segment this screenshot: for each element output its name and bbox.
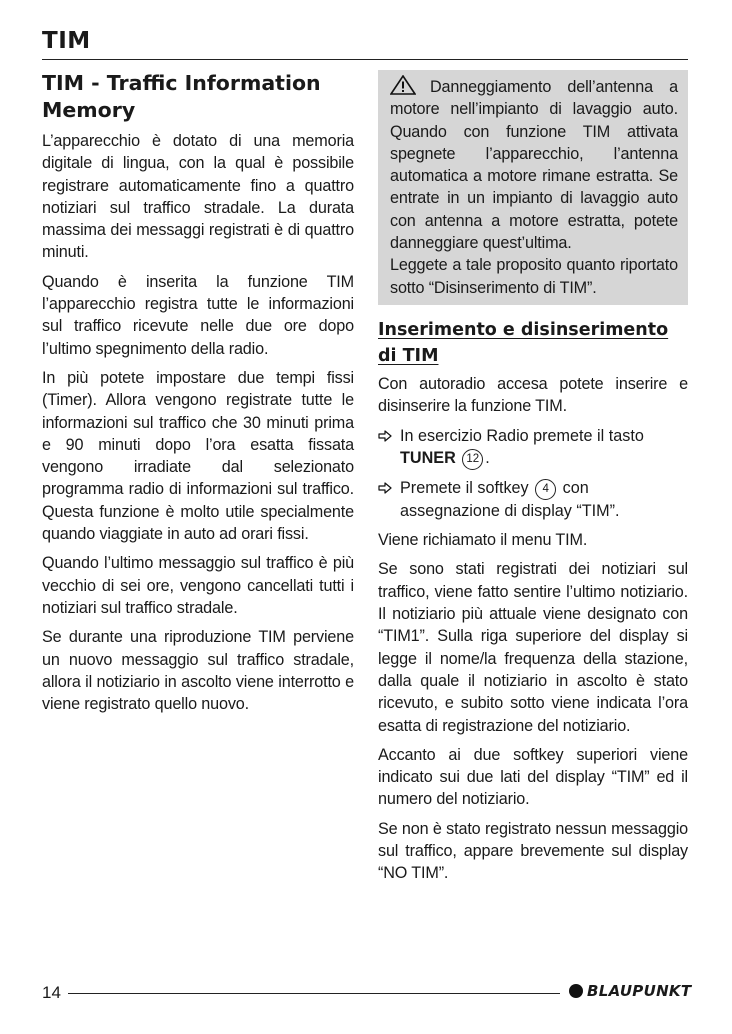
right-paragraph-3: Accanto ai due softkey superiori viene indicato sui due lati del display “TIM” ed il numero del notiziario. <box>378 745 688 809</box>
right-paragraph-1: Viene richiamato il menu TIM. <box>378 531 588 550</box>
tuner-key: TUNER <box>400 448 456 467</box>
right-column <box>378 70 688 892</box>
right-subheading: Inserimento e disinserimento di TIM <box>378 319 669 366</box>
step-2 <box>378 477 688 522</box>
left-paragraph-5: Se durante una riproduzione TIM perviene un nuovo messaggio sul traffico stradale, allora il notiziario in ascolto viene interrotto e viene registrato quello nuovo. <box>42 628 354 714</box>
warning-triangle-icon <box>390 75 416 95</box>
step-arrow-icon <box>378 425 400 447</box>
left-paragraph-3: In più potete impostare due tempi fissi (Timer). Allora vengono registrate tutte le informazioni sul traffico che 30 minuti prima e 90 minuti dopo l’ora esatta fissata vengono irradiate dal selezionato programma radio di informazioni sul traffico. Questa funzione è molto utile specialmente quando viaggiate in auto ad orari fissi. <box>42 368 354 544</box>
left-heading: TIM - Traffic Information Memory <box>42 71 321 122</box>
step-1 <box>378 425 688 470</box>
left-paragraph-2: Quando è inserita la funzione TIM l’apparecchio registra tutte le informazioni sul traffico ricevute nelle due ore dopo l’ultimo spegnimento della radio. <box>42 272 354 358</box>
page-number: 14 <box>42 983 61 1002</box>
step-arrow-icon <box>378 477 400 499</box>
footer-divider <box>68 993 560 994</box>
step-2-label: Premete il softkey <box>400 478 529 497</box>
right-paragraph-4: Se non è stato registrato nessun messaggio sul traffico, appare brevemente sul display “NO TIM”. <box>378 819 688 883</box>
step-2-text <box>400 477 688 522</box>
brand-logo <box>569 982 691 1000</box>
left-column <box>42 70 354 722</box>
warning-text <box>390 75 678 254</box>
step-1-text <box>400 425 688 470</box>
right-paragraph-2: Se sono stati registrati dei notiziari sul traffico, viene fatto sentire l’ultimo notiziario. Il notiziario più attuale viene designato con “TIM1”. Sulla riga superiore del display si legge il nome/la frequenza della stazione, dalla quale il notiziario in ascolto è stato ricevuto, e subito sotto viene indicata l’ora esatta di registrazione del notiziario. <box>378 560 688 735</box>
brand-name: BLAUPUNKT <box>587 982 692 1000</box>
step-1-end: . <box>485 448 490 467</box>
header-divider <box>42 59 688 60</box>
warning-text-1: Danneggiamento dell’antenna a motore nell’impianto di lavaggio auto. Quando con funzione TIM attivata spegnete l’apparecchio, l’antenna automatica a motore rimane estratta. Se entrate in un impianto di lavaggio auto con antenna a motore estratta, potete danneggiare quest’ultima. <box>390 78 678 253</box>
left-paragraph-4: Quando l’ultimo messaggio sul traffico è più vecchio di sei ore, vengono cancellati tutti i notiziari sul traffico stradale. <box>42 554 354 617</box>
brand-dot-icon <box>569 984 583 998</box>
left-paragraph-1: L’apparecchio è dotato di una memoria digitale di lingua, con la qual è possibile registrare automaticamente fino a quattro notiziari sul traffico stradale. La durata massima dei messaggi registrati è di quattro minuti. <box>42 132 354 262</box>
softkey-number-badge: 4 <box>535 479 556 500</box>
step-2-end: con assegnazione di display “TIM”. <box>400 478 620 520</box>
warning-text-2: Leggete a tale proposito quanto riportato sotto “Disinserimento di TIM”. <box>390 256 678 297</box>
key-number-badge: 12 <box>462 449 483 470</box>
section-title: TIM <box>42 28 91 54</box>
warning-box <box>378 70 688 305</box>
right-intro: Con autoradio accesa potete inserire e disinserire la funzione TIM. <box>378 374 688 416</box>
step-1-label: In esercizio Radio premete il tasto <box>400 426 644 445</box>
